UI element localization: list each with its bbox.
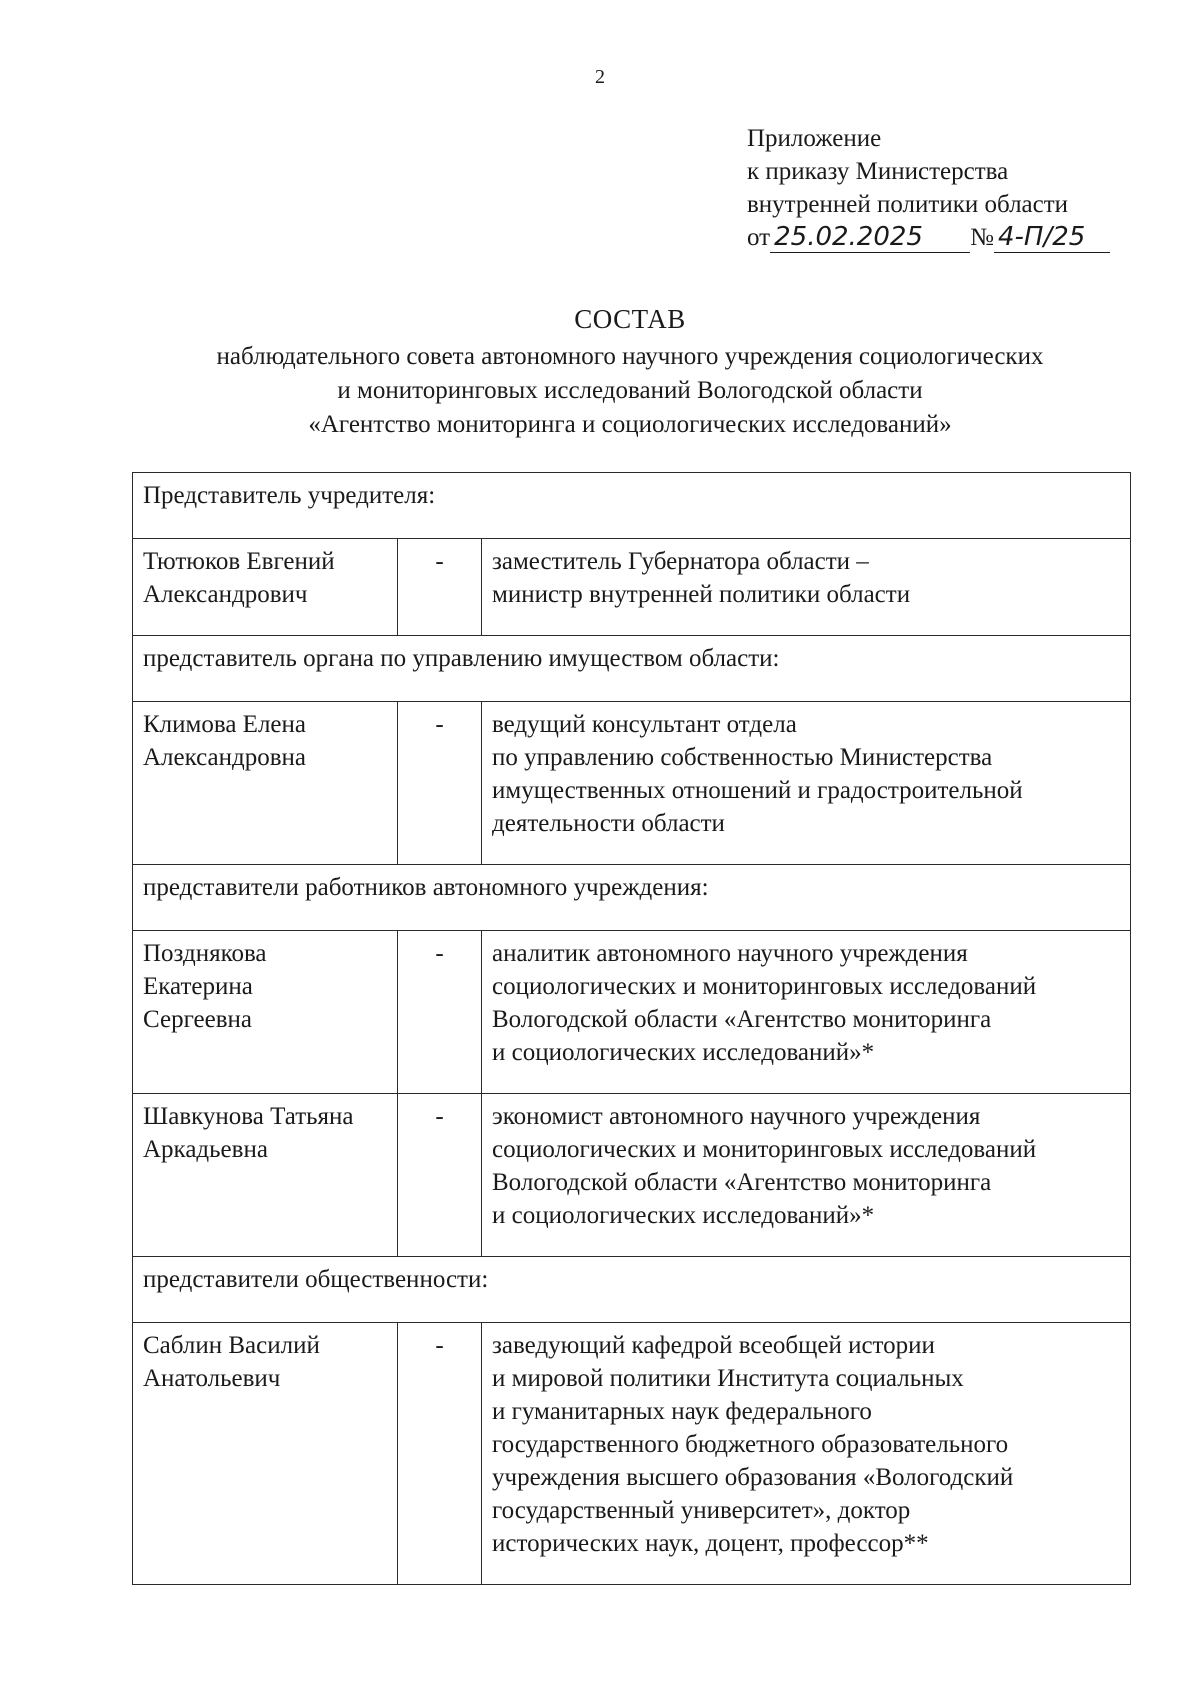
member-position [482, 702, 1131, 865]
member-position-line: заместитель Губернатора области – [492, 548, 869, 575]
member-position-line: социологических и мониторинговых исследований [492, 973, 1037, 1000]
member-name [133, 931, 398, 1094]
member-position [482, 931, 1131, 1094]
member-name-line: Аркадьевна [143, 1136, 268, 1163]
member-name-line: Климова Елена [143, 711, 306, 738]
member-name-line: Александрович [143, 581, 308, 608]
member-position-line: ведущий консультант отдела [492, 711, 797, 738]
member-position-line: аналитик автономного научного учреждения [492, 940, 968, 967]
member-name [133, 539, 398, 636]
member-position-line: министр внутренней политики области [492, 581, 911, 608]
member-position-line: исторических наук, доцент, профессор** [492, 1530, 929, 1557]
member-name [133, 1323, 398, 1585]
member-position [482, 1094, 1131, 1257]
appendix-date-line [747, 221, 1110, 254]
group-label: представитель органа по управлению имуществом области: [133, 636, 1131, 702]
member-dash: - [398, 931, 482, 1094]
group-header-row [133, 636, 1131, 702]
member-dash: - [398, 1323, 482, 1585]
date-prefix: от [747, 224, 771, 251]
title-line-1: наблюдательного совета автономного научного учреждения социологических [216, 343, 1044, 370]
group-header-row [133, 1257, 1131, 1323]
member-name [133, 1094, 398, 1257]
member-position-line: и социологических исследований»* [492, 1202, 875, 1229]
member-position-line: и социологических исследований»* [492, 1039, 875, 1066]
member-position-line: экономист автономного научного учреждения [492, 1103, 981, 1130]
member-position-line: государственного бюджетного образовательного [492, 1431, 1009, 1458]
member-row [133, 1094, 1131, 1257]
member-name-line: Позднякова [143, 940, 267, 967]
member-name-line: Анатольевич [143, 1365, 281, 1392]
appendix-line-1: Приложение [747, 125, 882, 152]
member-dash: - [398, 702, 482, 865]
council-members-table [132, 472, 1131, 1585]
group-header-row [133, 865, 1131, 931]
appendix-line-2: к приказу Министерства [747, 158, 1009, 185]
member-position-line: социологических и мониторинговых исследований [492, 1136, 1037, 1163]
title-line-3: «Агентство мониторинга и социологических исследований» [308, 411, 952, 438]
document-heading: СОСТАВ [574, 304, 686, 334]
member-name-line: Александровна [143, 744, 307, 771]
page-number: 2 [595, 66, 605, 88]
member-position-line: заведующий кафедрой всеобщей истории [492, 1332, 935, 1359]
member-row [133, 539, 1131, 636]
group-header-row [133, 473, 1131, 539]
group-label: представители общественности: [133, 1257, 1131, 1323]
member-position-line: и гуманитарных наук федерального [492, 1398, 872, 1425]
member-position-line: учреждения высшего образования «Вологодский [492, 1464, 1014, 1491]
member-position [482, 539, 1131, 636]
member-position-line: государственный университет», доктор [492, 1497, 911, 1524]
member-position-line: деятельности области [492, 810, 725, 837]
member-name-line: Екатерина [143, 973, 253, 1000]
member-name-line: Сергеевна [143, 1006, 252, 1033]
member-row [133, 1323, 1131, 1585]
member-position [482, 1323, 1131, 1585]
member-position-line: и мировой политики Института социальных [492, 1365, 964, 1392]
member-position-line: по управлению собственностью Министерства [492, 744, 993, 771]
handwritten-number: 4-П/25 [994, 222, 1110, 253]
member-position-line: Вологодской области «Агентство мониторинга [492, 1006, 992, 1033]
member-position-line: Вологодской области «Агентство мониторинга [492, 1169, 992, 1196]
appendix-block [747, 122, 1110, 254]
group-label: Представитель учредителя: [133, 473, 1131, 539]
title-line-2: и мониторинговых исследований Вологодской области [337, 377, 923, 404]
document-title-block [0, 302, 1200, 442]
member-dash: - [398, 1094, 482, 1257]
number-prefix: № [970, 224, 994, 251]
group-label: представители работников автономного учреждения: [133, 865, 1131, 931]
member-name-line: Шавкунова Татьяна [143, 1103, 354, 1130]
member-name-line: Тютюков Евгений [143, 548, 335, 575]
member-name-line: Саблин Василий [143, 1332, 320, 1359]
member-dash: - [398, 539, 482, 636]
member-row [133, 931, 1131, 1094]
member-name [133, 702, 398, 865]
member-row [133, 702, 1131, 865]
handwritten-date: 25.02.2025 [770, 222, 970, 253]
appendix-line-3: внутренней политики области [747, 191, 1069, 218]
member-position-line: имущественных отношений и градостроительной [492, 777, 1023, 804]
